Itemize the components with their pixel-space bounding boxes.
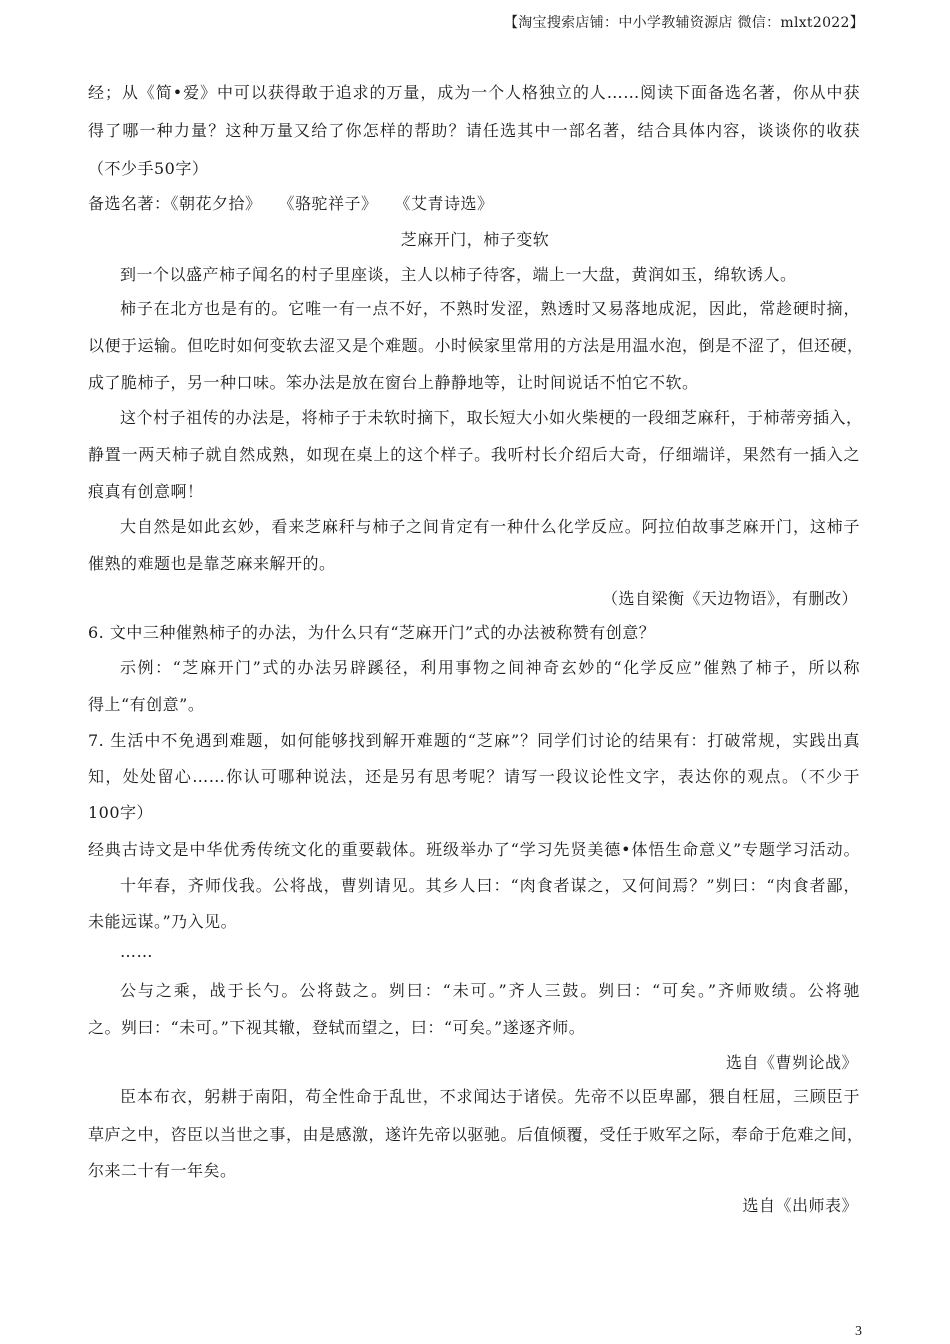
text-line: 到一个以盛产柿子闻名的村子里座谈，主人以柿子待客，端上一大盘，黄润如玉，绵软诱人。 bbox=[120, 265, 797, 284]
text-line: 草庐之中，咨臣以当世之事，由是感激，遂许先帝以驱驰。后值倾覆，受任于败军之际，奉命于危难之间， bbox=[88, 1125, 864, 1144]
text-line: 痕真有创意啊！ bbox=[88, 482, 204, 501]
text-line: 之。刿曰：“未可。”下视其辙，登轼而望之，曰：“可矣。”遂逐齐师。 bbox=[88, 1018, 586, 1037]
text-line: 公与之乘，战于长勺。公将鼓之。刿曰：“未可。”齐人三鼓。刿曰：“可矣。”齐师败绩。公将驰 bbox=[120, 981, 860, 1000]
text-line: 成了脆柿子，另一种口味。笨办法是放在窗台上静静地等，让时间说话不怕它不软。 bbox=[88, 373, 699, 392]
text-line: 未能远谋。”乃入见。 bbox=[88, 912, 238, 931]
text-line: 以便于运输。但吃时如何变软去涩又是个难题。小时候家里常用的方法是用温水泡，倒是不涩了，但还硬， bbox=[88, 336, 864, 355]
text-line: 静置一两天柿子就自然成熟，如现在桌上的这个样子。我听村长介绍后大奇，仔细端详，果然有一插入之 bbox=[88, 445, 860, 464]
text-line: 柿子在北方也是有的。它唯一有一点不好，不熟时发涩，熟透时又易落地成泥，因此，常趁硬时摘， bbox=[120, 299, 860, 318]
source-citation: （选自梁衡《天边物语》，有删改） bbox=[601, 589, 858, 608]
text-line: 尔来二十有一年矣。 bbox=[88, 1161, 237, 1180]
page-header: 【淘宝搜索店铺：中小学教辅资源店 微信：mlxt2022】 bbox=[503, 15, 864, 31]
text-line: （不少手50字） bbox=[88, 159, 209, 178]
text-line: 得上“有创意”。 bbox=[88, 695, 205, 714]
question-6: 6. 文中三种催熟柿子的办法，为什么只有“芝麻开门”式的办法被称赞有创意？ bbox=[88, 623, 656, 642]
text-line: 备选名著：《朝花夕拾》 《骆驼祥子》 《艾青诗选》 bbox=[88, 194, 494, 213]
source-citation: 选自《曹刿论战》 bbox=[725, 1053, 858, 1072]
source-citation: 选自《出师表》 bbox=[742, 1196, 858, 1215]
text-line: 催熟的难题也是靠芝麻来解开的。 bbox=[88, 554, 336, 573]
page-number: 3 bbox=[855, 1324, 862, 1339]
answer-example: 示例：“芝麻开门”式的办法另辟蹊径，利用事物之间神奇玄妙的“化学反应”催熟了柿子，所以称 bbox=[120, 658, 860, 677]
question-7: 7. 生活中不免遇到难题，如何能够找到解开难题的“芝麻”？同学们讨论的结果有：打破常规，实践出真 bbox=[88, 731, 860, 750]
ellipsis: …… bbox=[120, 942, 153, 961]
text-line: 臣本布衣，躬耕于南阳，苟全性命于乱世，不求闻达于诸侯。先帝不以臣卑鄙，猥自枉屈，三顾臣于 bbox=[120, 1087, 860, 1106]
text-line: 知，处处留心……你认可哪种说法，还是另有思考呢？请写一段议论性文字，表达你的观点。（不少于 bbox=[88, 767, 860, 786]
passage-title: 芝麻开门，柿子变软 bbox=[400, 230, 550, 249]
text-line: 经；从《简•爱》中可以获得敢于追求的万量，成为一个人格独立的人……阅读下面备选名著，你从中获 bbox=[88, 83, 860, 102]
text-line: 十年春，齐师伐我。公将战，曹刿请见。其乡人曰：“肉食者谋之，又何间焉？”刿曰：“肉食者鄙， bbox=[120, 876, 860, 895]
text-line: 大自然是如此玄妙，看来芝麻秆与柿子之间肯定有一种什么化学反应。阿拉伯故事芝麻开门，这柿子 bbox=[120, 517, 860, 536]
section-intro: 经典古诗文是中华优秀传统文化的重要载体。班级举办了“学习先贤美德•体悟生命意义”专题学习活动。 bbox=[88, 840, 860, 859]
text-line: 得了哪一种力量？这种万量又给了你怎样的帮助？请任选其中一部名著，结合具体内容，谈谈你的收获 bbox=[88, 121, 860, 140]
text-line: 这个村子祖传的办法是，将柿子于未软时摘下，取长短大小如火柴梗的一段细芝麻秆，于柿蒂旁插入， bbox=[120, 408, 863, 427]
text-line: 100字） bbox=[88, 803, 154, 822]
